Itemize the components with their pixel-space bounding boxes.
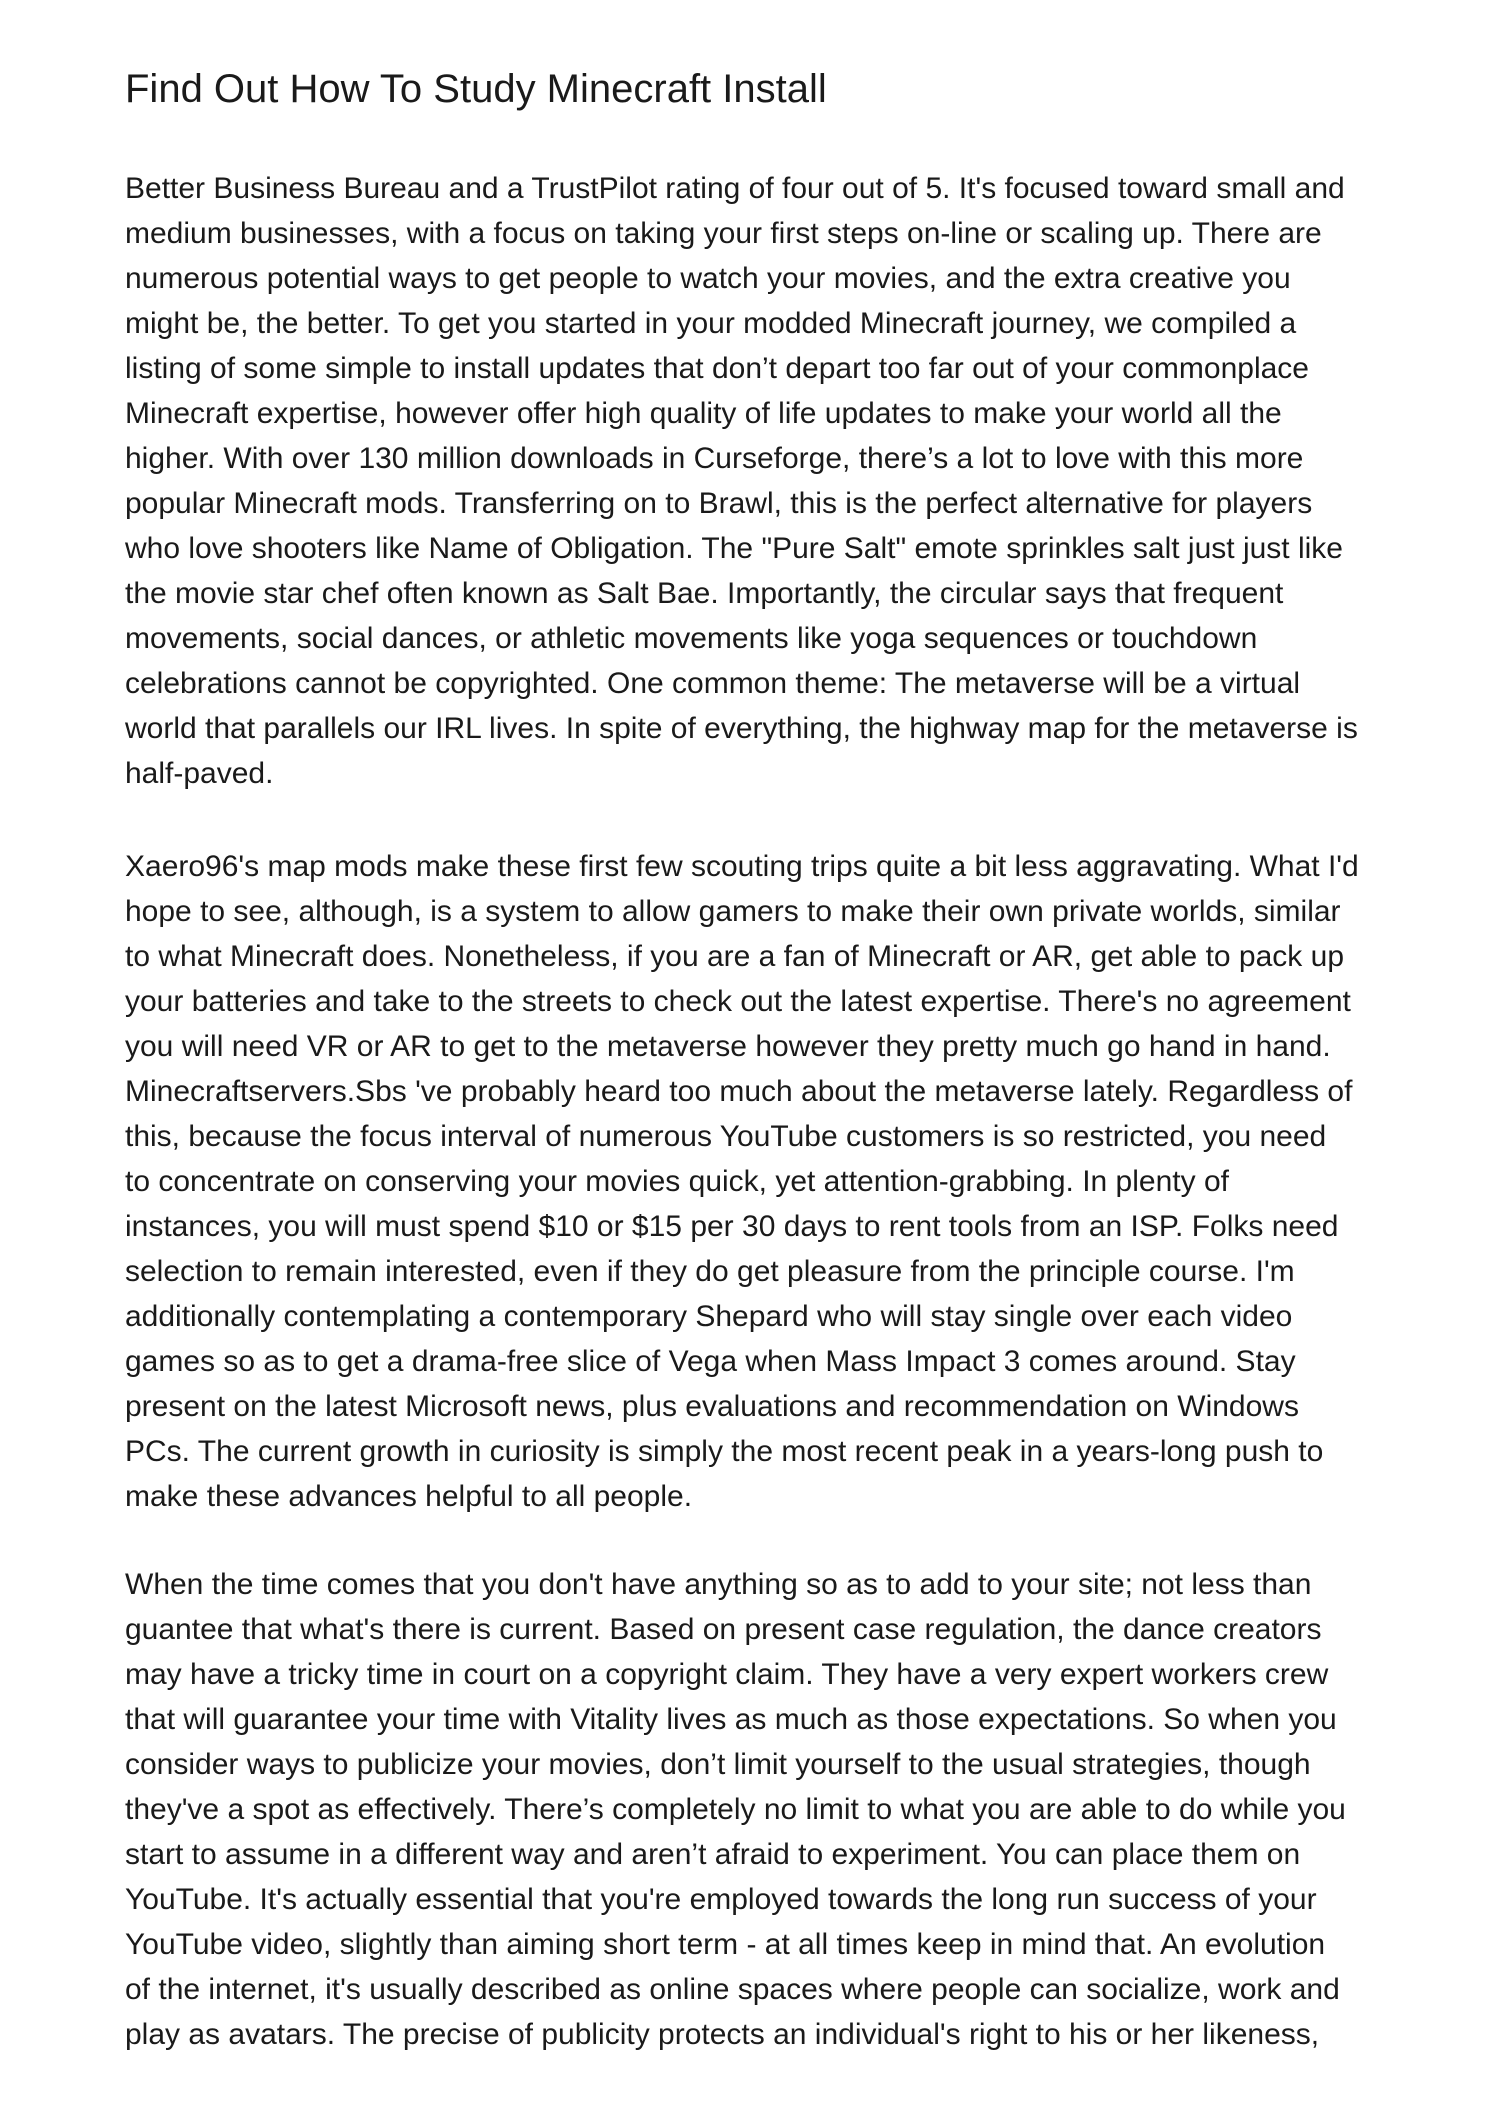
text-line: games so as to get a drama-free slice of Vega when Mass Impact 3 comes around. Stay: [125, 1345, 1296, 1378]
text-line: movements, social dances, or athletic movements like yoga sequences or touchdown: [125, 622, 1258, 655]
text-line: play as avatars. The precise of publicity protects an individual's right to his or her likeness,: [125, 2018, 1320, 2051]
text-line: start to assume in a different way and aren’t afraid to experiment. You can place them on: [125, 1838, 1301, 1871]
text-line: this, because the focus interval of numerous YouTube customers is so restricted, you need: [125, 1120, 1327, 1153]
text-line: that will guarantee your time with Vitality lives as much as those expectations. So when you: [125, 1703, 1337, 1736]
text-line: listing of some simple to install updates that don’t depart too far out of your commonplace: [125, 352, 1309, 385]
text-line: may have a tricky time in court on a copyright claim. They have a very expert workers crew: [125, 1658, 1329, 1691]
text-line: YouTube video, slightly than aiming short term - at all times keep in mind that. An evolution: [125, 1928, 1326, 1961]
text-line: hope to see, although, is a system to allow gamers to make their own private worlds, similar: [125, 895, 1341, 928]
text-line: popular Minecraft mods. Transferring on to Brawl, this is the perfect alternative for players: [125, 487, 1313, 520]
text-line: selection to remain interested, even if they do get pleasure from the principle course. I'm: [125, 1255, 1295, 1288]
text-line: present on the latest Microsoft news, plus evaluations and recommendation on Windows: [125, 1390, 1299, 1423]
text-line: higher. With over 130 million downloads in Curseforge, there’s a lot to love with this more: [125, 442, 1304, 475]
text-line: might be, the better. To get you started in your modded Minecraft journey, we compiled a: [125, 307, 1297, 340]
text-line: consider ways to publicize your movies, don’t limit yourself to the usual strategies, though: [125, 1748, 1311, 1781]
page-title: Find Out How To Study Minecraft Install: [125, 67, 827, 111]
text-line: your batteries and take to the streets to check out the latest expertise. There's no agreement: [125, 985, 1351, 1018]
text-line: world that parallels our IRL lives. In spite of everything, the highway map for the metaverse is: [125, 712, 1358, 745]
text-line: Minecraftservers.Sbs 've probably heard too much about the metaverse lately. Regardless of: [125, 1075, 1353, 1108]
text-line: PCs. The current growth in curiosity is simply the most recent peak in a years-long push to: [125, 1435, 1324, 1468]
text-line: the movie star chef often known as Salt Bae. Importantly, the circular says that frequent: [125, 577, 1284, 610]
text-line: guantee that what's there is current. Based on present case regulation, the dance creators: [125, 1613, 1322, 1646]
text-line: instances, you will must spend $10 or $15 per 30 days to rent tools from an ISP. Folks need: [125, 1210, 1339, 1243]
text-line: to concentrate on conserving your movies quick, yet attention-grabbing. In plenty of: [125, 1165, 1229, 1198]
text-line: to what Minecraft does. Nonetheless, if you are a fan of Minecraft or AR, get able to pack up: [125, 940, 1344, 973]
text-line: Minecraft expertise, however offer high quality of life updates to make your world all the: [125, 397, 1282, 430]
text-line: celebrations cannot be copyrighted. One common theme: The metaverse will be a virtual: [125, 667, 1301, 700]
text-line: half-paved.: [125, 757, 274, 790]
text-line: YouTube. It's actually essential that you're employed towards the long run success of your: [125, 1883, 1317, 1916]
text-line: medium businesses, with a focus on taking your first steps on-line or scaling up. There are: [125, 217, 1322, 250]
text-line: numerous potential ways to get people to watch your movies, and the extra creative you: [125, 262, 1291, 295]
text-line: they've a spot as effectively. There’s completely no limit to what you are able to do while you: [125, 1793, 1346, 1826]
text-line: Better Business Bureau and a TrustPilot rating of four out of 5. It's focused toward small and: [125, 172, 1345, 205]
text-line: who love shooters like Name of Obligation. The "Pure Salt" emote sprinkles salt just just like: [125, 532, 1343, 565]
text-line: additionally contemplating a contemporary Shepard who will stay single over each video: [125, 1300, 1293, 1333]
paragraph-3: [125, 1562, 1346, 2057]
paragraph-1: [125, 166, 1358, 796]
text-line: make these advances helpful to all people.: [125, 1480, 693, 1513]
text-line: you will need VR or AR to get to the metaverse however they pretty much go hand in hand.: [125, 1030, 1331, 1063]
text-line: Xaero96's map mods make these first few scouting trips quite a bit less aggravating. What I'd: [125, 850, 1359, 883]
text-line: When the time comes that you don't have anything so as to add to your site; not less than: [125, 1568, 1312, 1601]
paragraph-2: [125, 844, 1359, 1519]
text-line: of the internet, it's usually described as online spaces where people can socialize, work and: [125, 1973, 1340, 2006]
